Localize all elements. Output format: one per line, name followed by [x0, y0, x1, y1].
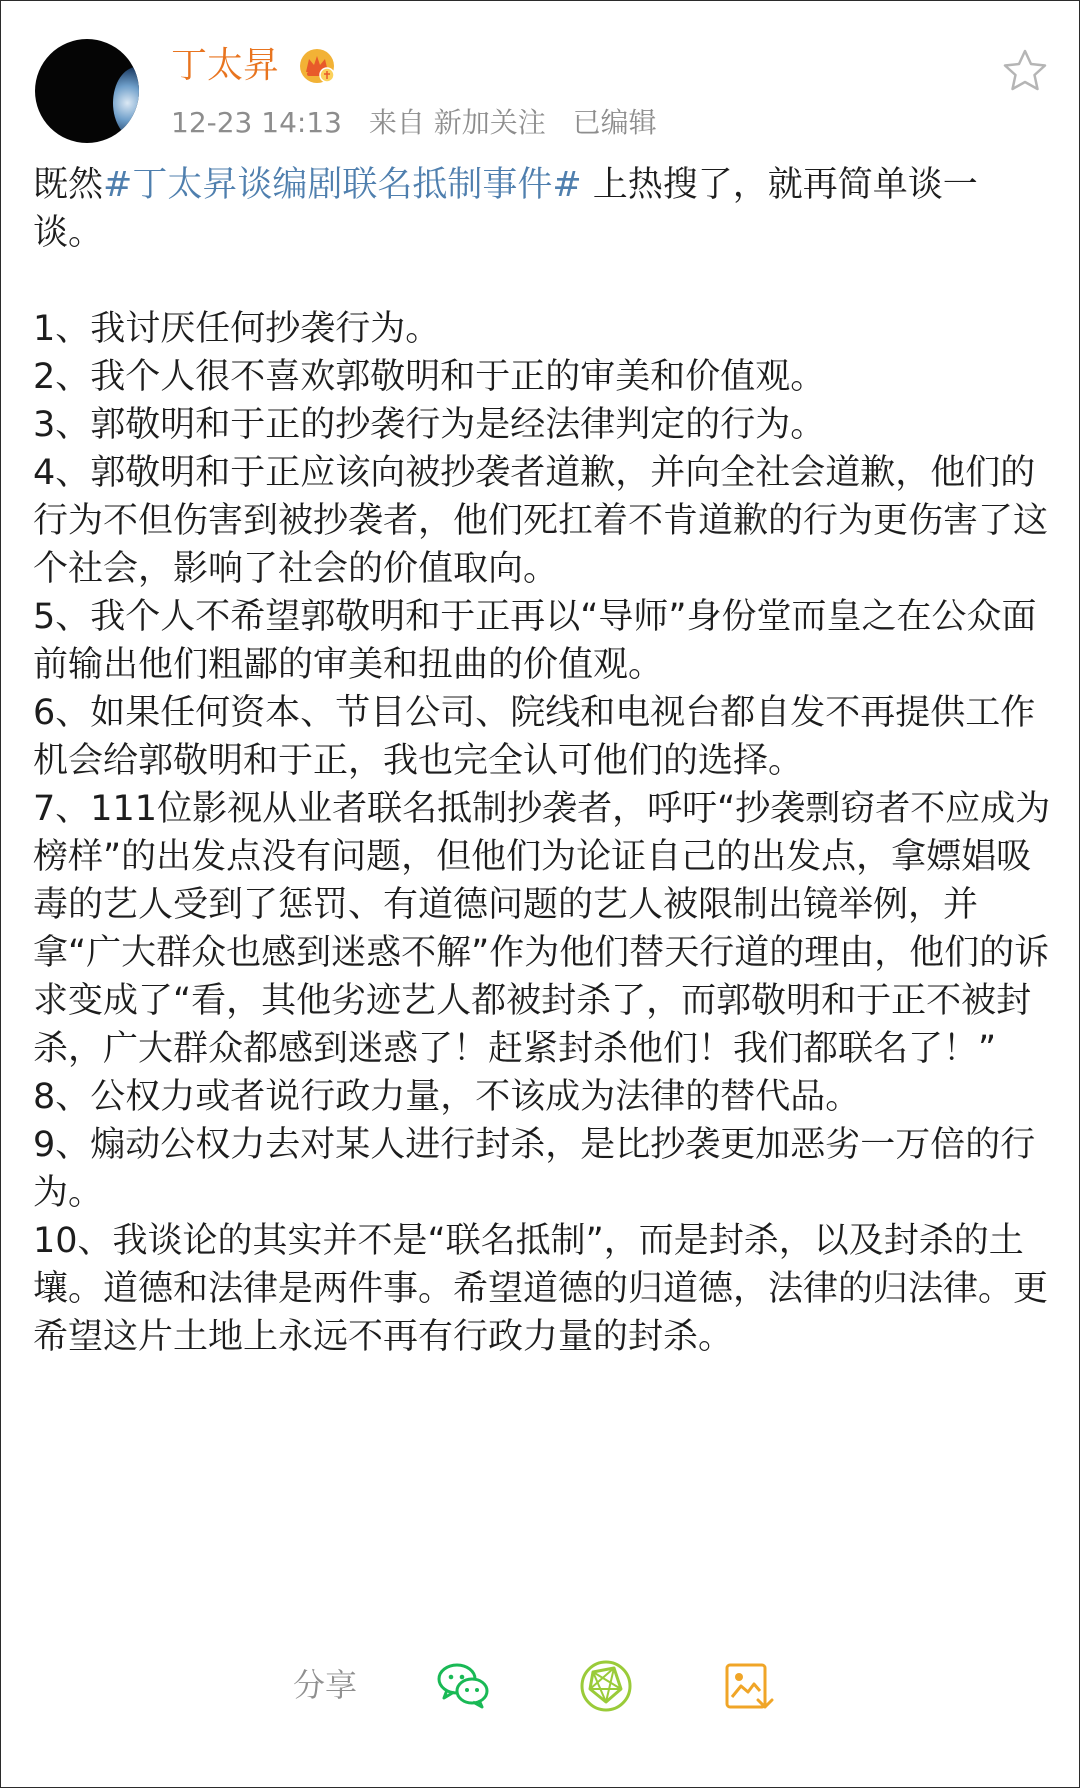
star-outline-icon[interactable]	[1001, 47, 1049, 95]
list-item: 4、郭敬明和于正应该向被抄袭者道歉，并向全社会道歉，他们的行为不但伤害到被抄袭者，他们死扛着不肯道歉的行为更伤害了这个社会，影响了社会的价值取向。	[33, 453, 1049, 589]
share-label: 分享	[293, 1666, 358, 1704]
list-item: 7、111位影视从业者联名抵制抄袭者，呼吁“抄袭剽窃者不应成为榜样”的出发点没有问题，但他们为论证自己的出发点，拿嫖娼吸毒的艺人受到了惩罚、有道德问题的艺人被限制出镜举例，并拿“广大群众也感到迷惑不解”作为他们替天行道的理由，他们的诉求变成了“看，其他劣迹艺人都被封杀了，而郭敬明和于正不被封杀，广大群众都感到迷惑了！赶紧封杀他们！我们都联名了！”	[33, 789, 1051, 1069]
post-meta	[171, 103, 675, 143]
post-date: 12-23 14:13	[171, 106, 342, 139]
username[interactable]: 丁太昇	[171, 45, 280, 86]
vip-crown-icon	[297, 47, 337, 85]
intro-suffix: 上热搜了，就再简单谈一谈。	[33, 165, 978, 253]
save-image-icon[interactable]	[717, 1655, 779, 1717]
edited-label: 已编辑	[572, 106, 657, 139]
post-source: 来自 新加关注	[368, 106, 546, 139]
list-item: 3、郭敬明和于正的抄袭行为是经法律判定的行为。	[33, 405, 826, 445]
list-item: 10、我谈论的其实并不是“联名抵制”，而是封杀，以及封杀的土壤。道德和法律是两件事。希望道德的归道德，法律的归法律。更希望这片土地上永远不再有行政力量的封杀。	[33, 1221, 1049, 1357]
list-item: 9、煽动公权力去对某人进行封杀，是比抄袭更加恶劣一万倍的行为。	[33, 1125, 1036, 1213]
intro-prefix: 既然	[33, 165, 104, 205]
moments-aperture-icon[interactable]	[575, 1655, 637, 1717]
list-item: 1、我讨厌任何抄袭行为。	[33, 309, 441, 349]
list-item: 5、我个人不希望郭敬明和于正再以“导师”身份堂而皇之在公众面前输出他们粗鄙的审美和扭曲的价值观。	[33, 597, 1037, 685]
avatar[interactable]	[35, 39, 139, 143]
list-item: 2、我个人很不喜欢郭敬明和于正的审美和价值观。	[33, 357, 826, 397]
hashtag-link[interactable]: #丁太昇谈编剧联名抵制事件#	[103, 165, 582, 205]
list-item: 8、公权力或者说行政力量，不该成为法律的替代品。	[33, 1077, 861, 1117]
post-content	[33, 161, 1053, 1361]
post-intro	[33, 161, 1033, 257]
share-bar	[1, 1651, 1079, 1731]
avatar-planet-image	[113, 67, 139, 139]
list-item: 6、如果任何资本、节目公司、院线和电视台都自发不再提供工作机会给郭敬明和于正，我也完全认可他们的选择。	[33, 693, 1036, 781]
wechat-icon[interactable]	[433, 1655, 495, 1717]
